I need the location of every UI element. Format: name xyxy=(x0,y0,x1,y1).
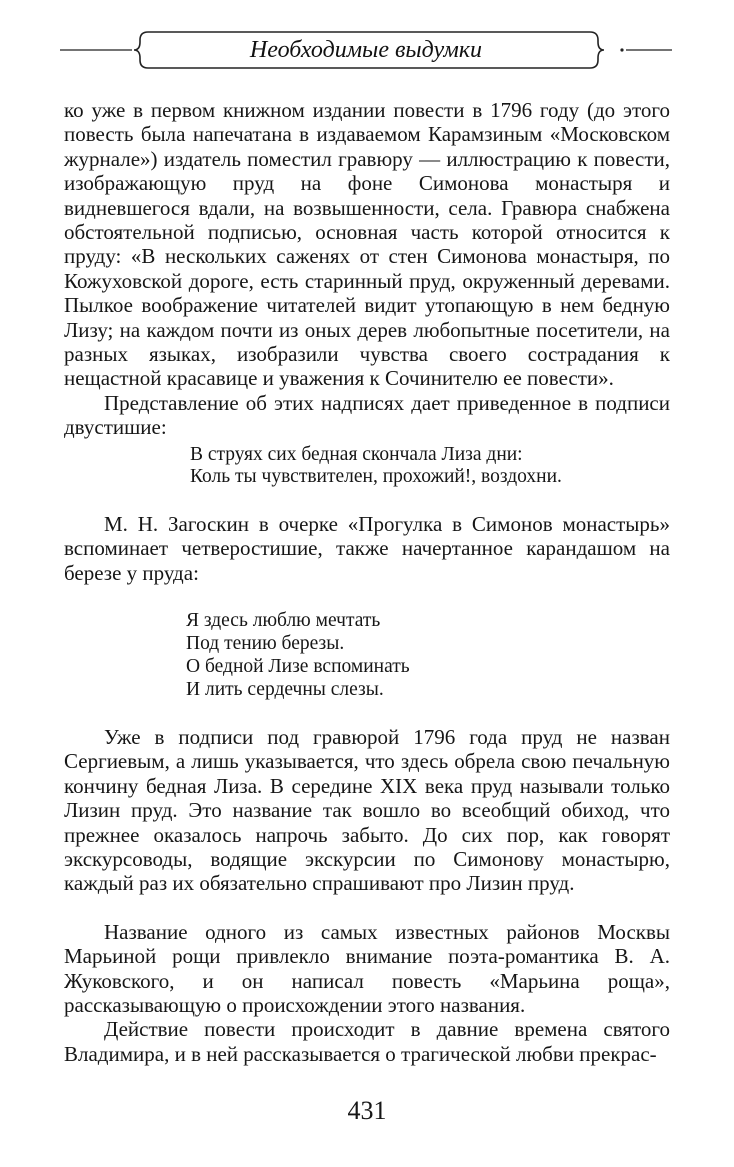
paragraph-4: Уже в подписи под гравюрой 1796 года пруд не назван Сергиевым, а лишь указывается, что здесь обрела свою печальную кончину бедная Лиза. В середине XIX века пруд называли только Лизин пруд. Это название так вошло во всеобщий обиход, что прежнее оказалось напрочь забыто. До сих пор, как говорят экскурсоводы, водящие экскурсии по Симонову монастырю, каждый раз их обязательно спрашивают про Лизин пруд. xyxy=(64,724,670,896)
paragraph-6: Действие повести происходит в давние времена святого Владимира, и в ней рассказывается о трагической любви прекрас- xyxy=(64,1017,670,1066)
header-title: Необходимые выдумки xyxy=(249,37,483,63)
paragraph-1: ко уже в первом книжном издании повести в 1796 году (до этого повесть была напечатана в издаваемом Карамзиным «Московском журнале») издатель поместил гравюру — иллюстрацию к повести, изображающую пруд на фоне Симонова монастыря и видневшегося вдали, на возвышенности, села. Гравюра снабжена обстоятельной подписью, основная часть которой относится к пруду: «В нескольких саженях от стен Симонова монастыря, по Кожуховской дороге, есть старинный пруд, окруженный деревами. Пылкое воображение читателей видит утопающую в нем бедную Лизу; на каждом почти из оных дерев любопытные посетители, на разных языках, изобразили чувства своего сострадания к нещастной красавице и уважения к Сочинителю ее повести». xyxy=(64,98,670,391)
verse-line: О бедной Лизе вспоминать xyxy=(186,655,410,677)
verse-line: Под тению березы. xyxy=(186,632,345,654)
page-body xyxy=(64,98,670,1066)
running-header xyxy=(60,28,672,72)
verse-line: Я здесь люблю мечтать xyxy=(186,609,381,631)
verse-line: В струях сих бедная скончала Лиза дни: xyxy=(190,443,523,465)
page-number: 431 xyxy=(347,1096,387,1125)
paragraph-2: Представление об этих надписях дает приведенное в подписи двустишие: xyxy=(64,390,670,440)
paragraph-3: М. Н. Загоскин в очерке «Прогулка в Симонов монастырь» вспоминает четверостишие, также начертанное карандашом на березе у пруда: xyxy=(64,511,670,585)
couplet xyxy=(64,444,670,488)
quatrain xyxy=(64,609,670,701)
verse-line: Коль ты чувствителен, прохожий!, воздохни. xyxy=(190,465,562,487)
paragraph-5: Название одного из самых известных районов Москвы Марьиной рощи привлекло внимание поэта-романтика В. А. Жуковского, и он написал повесть «Марьина роща», рассказывающую о происхождении этого названия. xyxy=(64,919,670,1017)
verse-line: И лить сердечны слезы. xyxy=(186,678,384,700)
